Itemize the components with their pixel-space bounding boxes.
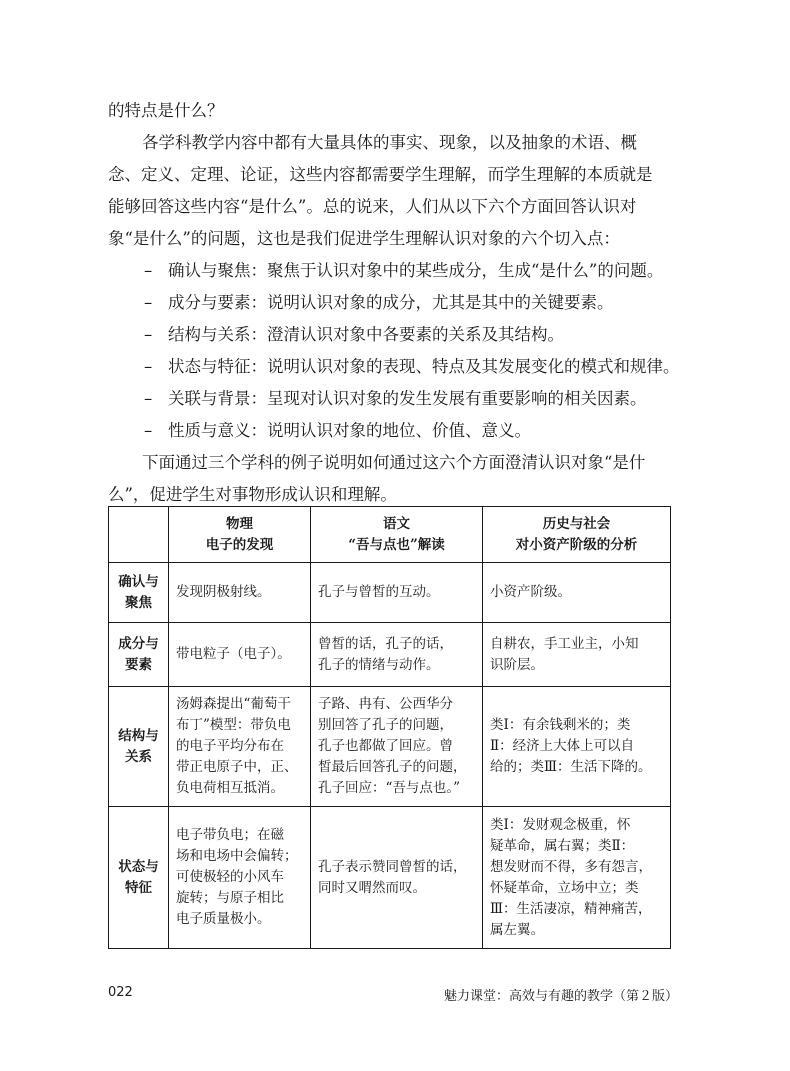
bullet-dash: –: [144, 421, 153, 440]
row-header: 结构与 关系: [109, 687, 169, 807]
bullet-dash: –: [144, 389, 153, 408]
bullet-text: 状态与特征：说明认识对象的表现、特点及其发展变化的模式和规律。: [168, 357, 680, 376]
bullet-item: [108, 415, 668, 447]
table-cell: 曾皙的话，孔子的话， 孔子的情绪与动作。: [311, 623, 483, 687]
row-header: 成分与 要素: [109, 623, 169, 687]
row-header: 状态与 特征: [109, 807, 169, 949]
bullet-dash: –: [144, 357, 153, 376]
bullet-text: 性质与意义：说明认识对象的地位、价值、意义。: [168, 421, 531, 440]
bullet-text: 结构与关系：澄清认识对象中各要素的关系及其结构。: [168, 325, 564, 344]
table-row: [109, 623, 671, 687]
book-title: 魅力课堂：高效与有趣的教学（第２版）: [443, 989, 678, 1004]
bullet-item: [108, 319, 668, 351]
table-cell: 孔子与曾皙的互动。: [311, 563, 483, 623]
table-row: [109, 687, 671, 807]
paragraph-line: 各学科教学内容中都有大量具体的事实、现象，以及抽象的术语、概: [142, 133, 637, 152]
table-cell: 汤姆森提出“葡萄干 布丁”模型：带负电 的电子平均分布在 带正电原子中，正、 负电荷相互抵消。: [169, 687, 311, 807]
table-header-chinese: 语文 “吾与点也”解读: [311, 507, 483, 563]
bullet-text: 成分与要素：说明认识对象的成分，尤其是其中的关键要素。: [168, 293, 614, 312]
bullet-dash: –: [144, 325, 153, 344]
row-header: 确认与 聚焦: [109, 563, 169, 623]
bullet-dash: –: [144, 261, 153, 280]
table-cell: 子路、冉有、公西华分 别回答了孔子的问题， 孔子也都做了回应。曾 皙最后回答孔子的问题， 孔子回应：“吾与点也。”: [311, 687, 483, 807]
table-cell: 类Ⅰ：发财观念极重，怀 疑革命，属右翼；类Ⅱ： 想发财而不得，多有怨言， 怀疑革命，立场中立；类 Ⅲ：生活凄凉，精神痛苦， 属左翼。: [483, 807, 671, 949]
table-row: [109, 807, 671, 949]
paragraph-line: 能够回答这些内容“是什么”。总的说来，人们从以下六个方面回答认识对: [108, 197, 637, 216]
paragraph-line: 下面通过三个学科的例子说明如何通过这六个方面澄清认识对象“是什: [142, 453, 646, 472]
table-cell: 发现阴极射线。: [169, 563, 311, 623]
bullet-item: [108, 383, 668, 415]
bullet-item: [108, 351, 680, 383]
page-number: 022: [108, 985, 133, 1000]
paragraph-line: 念、定义、定理、论证，这些内容都需要学生理解，而学生理解的本质就是: [108, 165, 653, 184]
comparison-table: [108, 506, 671, 949]
body-text: [108, 95, 680, 511]
table-cell: 带电粒子（电子）。: [169, 623, 311, 687]
bullet-text: 确认与聚焦：聚焦于认识对象中的某些成分，生成“是什么”的问题。: [168, 261, 664, 280]
bullet-dash: –: [144, 293, 153, 312]
table-row: [109, 563, 671, 623]
table-header-history: 历史与社会 对小资产阶级的分析: [483, 507, 671, 563]
table-header-physics: 物理 电子的发现: [169, 507, 311, 563]
paragraph-line: 象“是什么”的问题，这也是我们促进学生理解认识对象的六个切入点：: [108, 229, 620, 248]
table-cell: 类Ⅰ：有余钱剩米的；类 Ⅱ：经济上大体上可以自 给的；类Ⅲ：生活下降的。: [483, 687, 671, 807]
table-corner-cell: [109, 507, 169, 563]
paragraph-line: 的特点是什么？: [108, 101, 224, 120]
table-cell: 小资产阶级。: [483, 563, 671, 623]
bullet-text: 关联与背景：呈现对认识对象的发生发展有重要影响的相关因素。: [168, 389, 647, 408]
paragraph-line: 么”，促进学生对事物形成认识和理解。: [108, 485, 397, 504]
table-cell: 自耕农，手工业主，小知 识阶层。: [483, 623, 671, 687]
table-cell: 孔子表示赞同曾皙的话， 同时又喟然而叹。: [311, 807, 483, 949]
bullet-item: [108, 255, 668, 287]
table-cell: 电子带负电；在磁 场和电场中会偏转； 可使极轻的小风车 旋转；与原子相比 电子质量极小。: [169, 807, 311, 949]
table-header-row: [109, 507, 671, 563]
bullet-item: [108, 287, 668, 319]
